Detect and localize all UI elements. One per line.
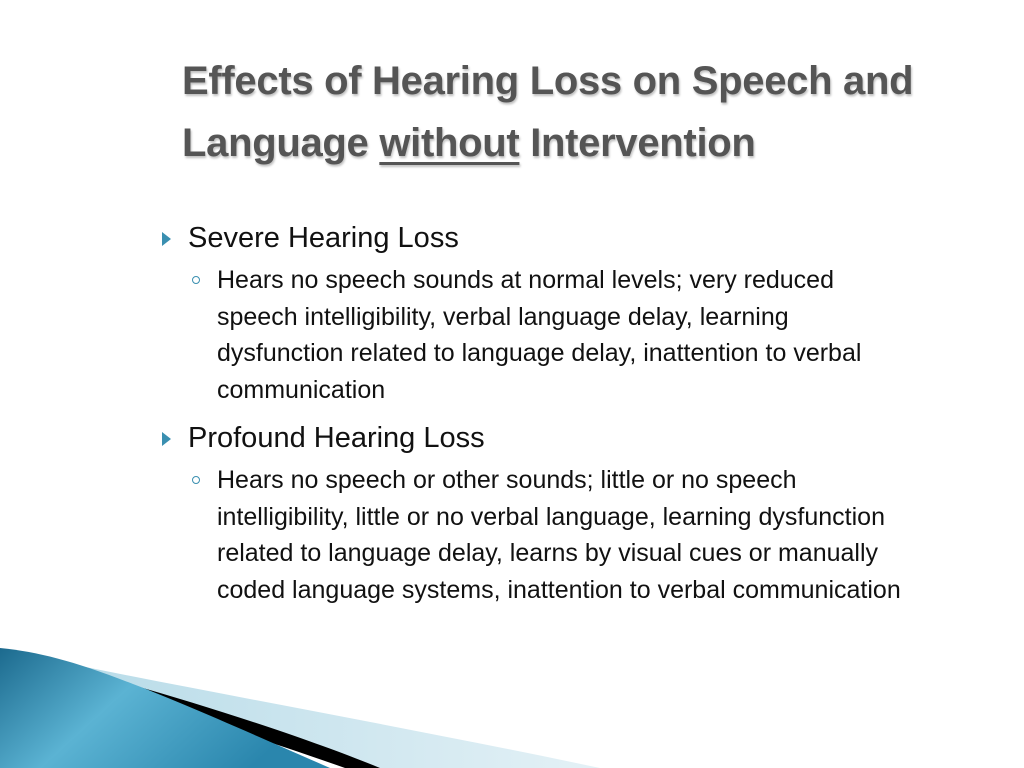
list-item-severe <box>158 218 918 258</box>
ring-bullet-icon <box>192 276 200 284</box>
list-item-profound <box>158 418 918 458</box>
triangle-bullet-icon <box>162 432 171 446</box>
bullet-detail: Hears no speech or other sounds; little or no speech intelligibility, little or no verbal language, learning dysfunction related to language delay, learns by visual cues or manually coded language systems, inattention to verbal communication <box>217 466 901 604</box>
bullet-heading: Profound Hearing Loss <box>188 422 485 454</box>
bullet-detail: Hears no speech sounds at normal levels; very reduced speech intelligibility, verbal language delay, learning dysfunction related to language delay, inattention to verbal communication <box>217 266 862 404</box>
sub-item-profound <box>158 462 918 608</box>
bullet-list <box>158 218 918 618</box>
slide-title <box>182 50 1002 174</box>
title-emphasis: without <box>379 121 520 165</box>
triangle-bullet-icon <box>162 232 171 246</box>
ring-bullet-icon <box>192 476 200 484</box>
sub-item-severe <box>158 262 918 408</box>
title-text-part1: Effects of Hearing Loss on Speech and Language <box>182 59 914 165</box>
bullet-heading: Severe Hearing Loss <box>188 222 459 254</box>
title-text-part2: Intervention <box>519 121 756 165</box>
